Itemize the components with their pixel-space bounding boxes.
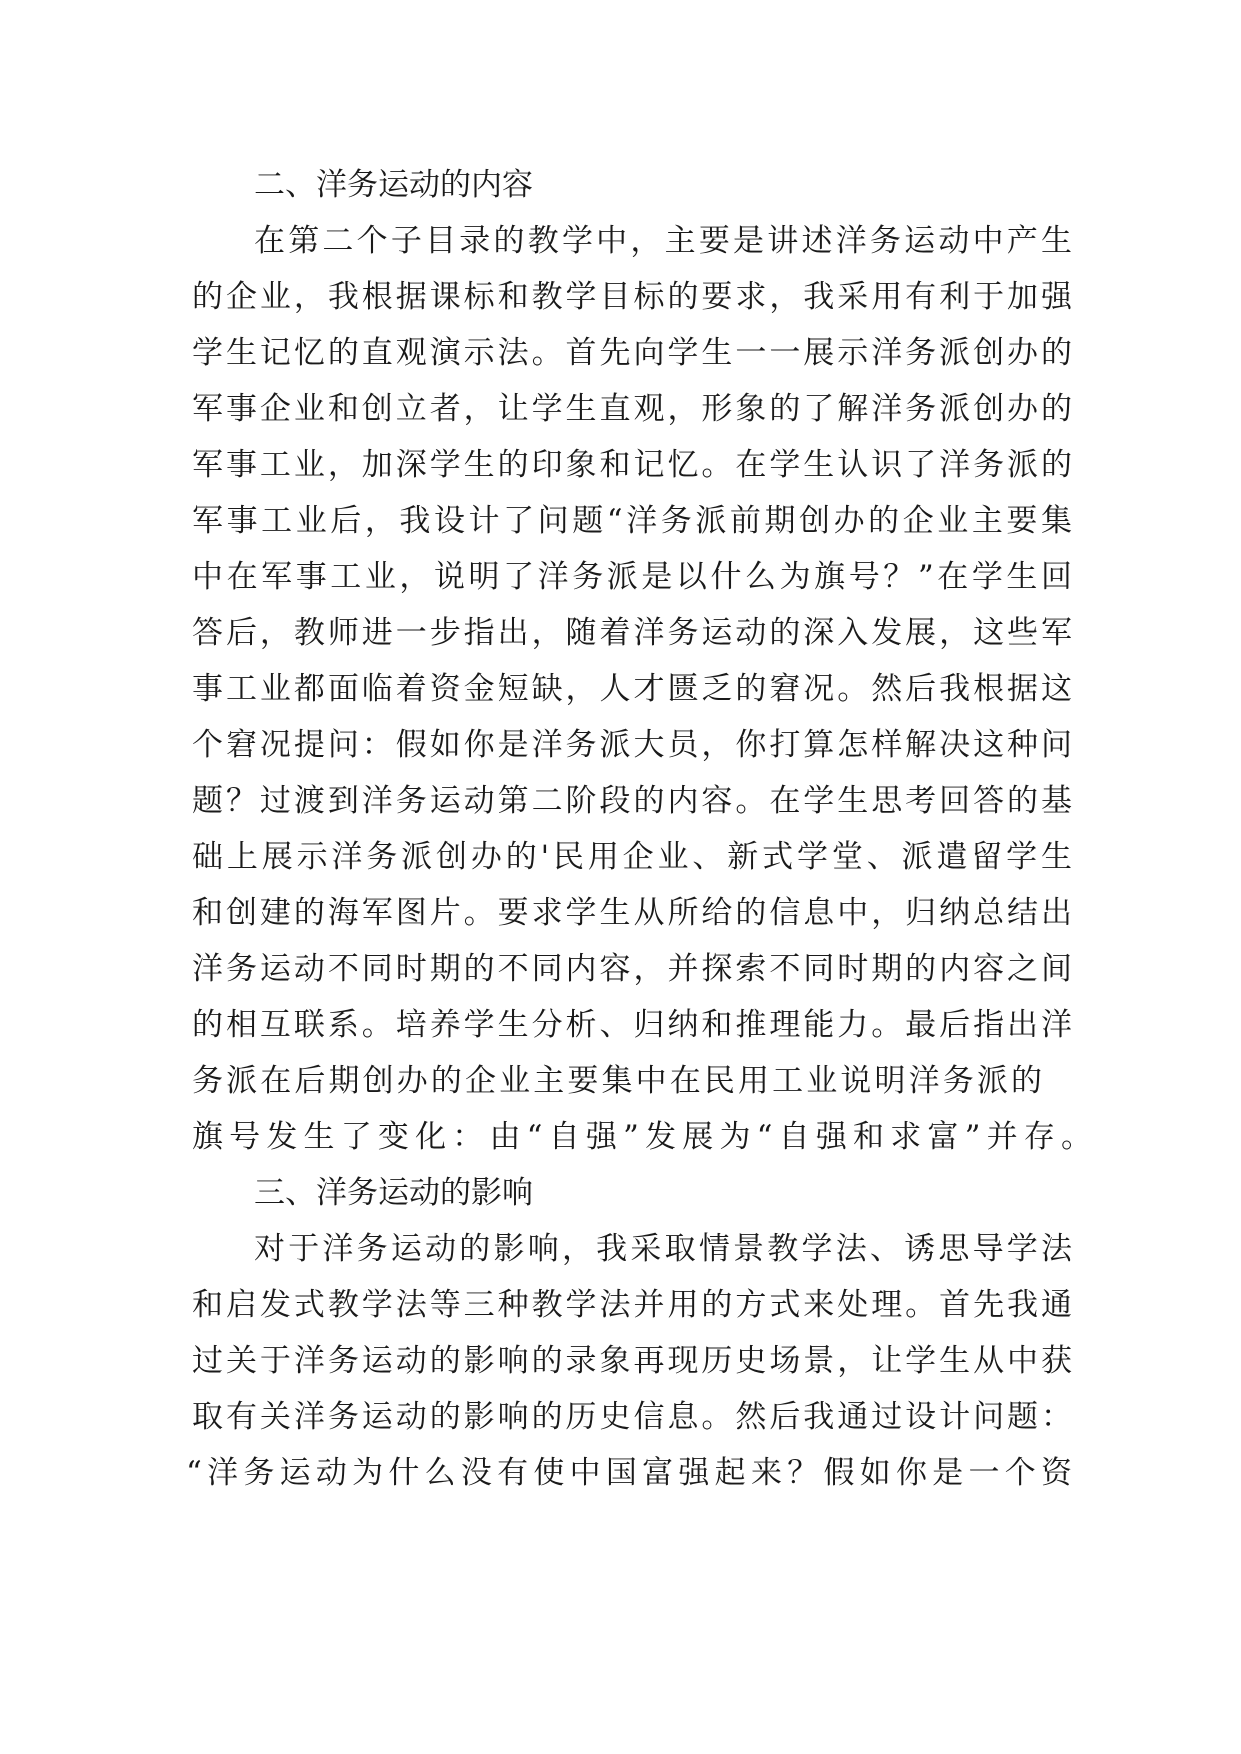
paragraph-line: 学生记忆的直观演示法。首先向学生一一展示洋务派创办的: [192, 335, 1072, 371]
paragraph-line: 中在军事工业，说明了洋务派是以什么为旗号？”在学生回: [192, 559, 1072, 595]
paragraph-line: 的企业，我根据课标和教学目标的要求，我采用有利于加强: [192, 279, 1072, 315]
paragraph-line: “洋务运动为什么没有使中国富强起来？假如你是一个资: [186, 1455, 1072, 1491]
paragraph-line: 和启发式教学法等三种教学法并用的方式来处理。首先我通: [192, 1287, 1072, 1323]
paragraph-line: 旗号发生了变化：由“自强”发展为“自强和求富”并存。: [192, 1119, 1092, 1155]
section-heading-content: 二、洋务运动的内容: [254, 167, 533, 203]
paragraph-line: 和创建的海军图片。要求学生从所给的信息中，归纳总结出: [192, 895, 1072, 931]
paragraph-line: 的相互联系。培养学生分析、归纳和推理能力。最后指出洋: [192, 1007, 1072, 1043]
paragraph-line: 答后，教师进一步指出，随着洋务运动的深入发展，这些军: [192, 615, 1072, 651]
paragraph-line: 在第二个子目录的教学中，主要是讲述洋务运动中产生: [254, 223, 1072, 259]
paragraph-line: 础上展示洋务派创办的'民用企业、新式学堂、派遣留学生: [192, 839, 1072, 875]
paragraph-line: 务派在后期创办的企业主要集中在民用工业说明洋务派的: [192, 1063, 1042, 1099]
paragraph-line: 取有关洋务运动的影响的历史信息。然后我通过设计问题：: [192, 1399, 1072, 1435]
paragraph-line: 个窘况提问：假如你是洋务派大员，你打算怎样解决这种问: [192, 727, 1072, 763]
section-heading-impact: 三、洋务运动的影响: [254, 1175, 533, 1211]
paragraph-line: 对于洋务运动的影响，我采取情景教学法、诱思导学法: [254, 1231, 1072, 1267]
paragraph-line: 军事工业，加深学生的印象和记忆。在学生认识了洋务派的: [192, 447, 1072, 483]
paragraph-line: 题？过渡到洋务运动第二阶段的内容。在学生思考回答的基: [192, 783, 1072, 819]
paragraph-line: 军事企业和创立者，让学生直观，形象的了解洋务派创办的: [192, 391, 1072, 427]
paragraph-line: 过关于洋务运动的影响的录象再现历史场景，让学生从中获: [192, 1343, 1072, 1379]
paragraph-line: 洋务运动不同时期的不同内容，并探索不同时期的内容之间: [192, 951, 1072, 987]
paragraph-line: 事工业都面临着资金短缺，人才匮乏的窘况。然后我根据这: [192, 671, 1072, 707]
paragraph-line: 军事工业后，我设计了问题“洋务派前期创办的企业主要集: [192, 503, 1072, 539]
